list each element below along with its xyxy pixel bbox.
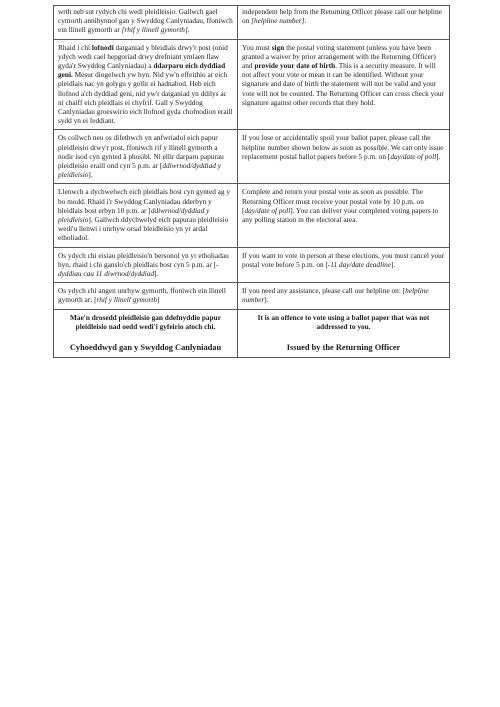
english-cell	[238, 283, 450, 309]
body-text: ].	[154, 269, 159, 279]
welsh-footer-cell	[54, 309, 238, 357]
english-cell	[238, 247, 450, 283]
placeholder-text: ddiwrnod/dyddiad y pleidleisio	[58, 161, 221, 180]
table-row	[54, 130, 450, 184]
table-row	[54, 283, 450, 309]
body-text: Os ydych chi eisiau pleidleisio'n bersonol yn yr etholiadau hyn, rhaid i chi ganslo'ch pleidlais bost cyn 5 p.m. ar [	[58, 250, 229, 269]
body-text: Llenwch a dychwelwch eich pleidlais bost cyn gynted ag y bo modd. Rhaid i'r Swyddog Canlyniadau dderbyn y bleidlais bost erbyn 10 p.m. ar [	[58, 187, 231, 215]
body-text: independent help from the Returning Officer please call our helpline on	[242, 7, 442, 26]
english-footer-cell	[238, 309, 450, 357]
welsh-cell	[54, 6, 238, 40]
body-text: Os collwch neu os difethwch yn anfwriadol eich papur pleidleisio drwy'r post, ffoniwch rif y llinell gymorth a nodir isod cyn gynted â phosibl. Ni ellir darparu papurau pleidleisio eraill ond cyn 5 p.m. ar [	[58, 133, 224, 171]
placeholder-text: day/date of poll	[244, 205, 291, 215]
body-text: datganiad y bleidlais drwy'r post (onid ydych wedi cael hepgoriad drwy drefniant ymlaen llaw gyda'r Swyddog Canlyniadau) a	[58, 42, 228, 71]
placeholder-text: rhif y llinell gymorth	[96, 295, 157, 305]
english-issued-by: Issued by the Returning Officer	[286, 343, 401, 353]
welsh-cell	[54, 247, 238, 283]
welsh-cell	[54, 283, 238, 309]
body-text: ]. Gallwch ddychwelyd eich papurau pleidleisio wedi'u llenwi i unrhyw orsaf bleidleisio yn yr ardal etholiadol.	[58, 215, 229, 243]
body-text: ]. You can deliver your completed voting papers to any polling station in the electoral area.	[242, 205, 439, 225]
table-row	[54, 184, 450, 247]
english-offence-notice: It is an offence to vote using a ballot paper that was not addressed to you.	[257, 312, 430, 331]
body-text: Complete and return your postal vote as soon as possible. The Returning Officer must receive your postal vote by 10 p.m. on [	[242, 187, 424, 215]
placeholder-text: [helpline number]	[251, 16, 305, 26]
welsh-issued-by: Cyhoeddwyd gan y Swyddog Canlyniadau	[69, 343, 222, 353]
placeholder-text: -11 day/date deadline	[327, 259, 392, 269]
bold-text: provide your date of birth	[254, 61, 336, 71]
body-text: the postal voting statement (unless you have been granted a waiver by prior arrangement with the Returning Officer) and	[242, 42, 436, 71]
placeholder-text: helpline number	[242, 286, 429, 305]
english-cell	[238, 184, 450, 247]
table-row	[54, 6, 450, 40]
body-text: .	[304, 16, 307, 26]
placeholder-text: ddiwrnod/dyddiad y pleidleisio	[58, 205, 210, 225]
table-row	[54, 247, 450, 283]
body-text: ].	[436, 151, 441, 161]
body-text: Rhaid i chi	[58, 42, 92, 52]
body-text: . This is a security measure. It will not affect your vote or mean it can be identified. Without your signature and date of birth the statement will not be valid and your vote will not be counted. The Returning Officer can cross check your signature against other records that they hold.	[242, 61, 444, 107]
welsh-cell	[54, 130, 238, 184]
body-text: Mesur diogelwch yw hyn. Nid yw'n effeithio ar eich pleidlais nac yn golygu y gellir ei hadnabod. Heb eich llofnod a'ch dyddiad geni, nid yw'r datganiad yn ddilys ac ni chaiff eich pleidlais ei chyfrif. Gall y Swyddog Canlyniadau groeswirio eich llofnod gyda chofnodion eraill sydd yn ei feddiant.	[58, 70, 233, 126]
placeholder-text: - dyddiau cau 11 diwrnod/dyddiad	[58, 259, 219, 279]
body-text: You must	[242, 42, 272, 52]
footer-row	[54, 309, 450, 357]
placeholder-text: [rhif y llinell gymorth]	[121, 25, 188, 35]
body-text: Os ydych chi angen unrhyw gymorth, ffoniwch ein llinell gymorth ar: [	[58, 286, 226, 305]
body-text: ]	[156, 295, 160, 305]
english-cell	[238, 130, 450, 184]
body-text: ].	[391, 259, 396, 269]
welsh-offence-notice: Mae'n drosedd pleidleisio gan ddefnyddio papur pleidleisio nad oedd wedi'i gyfeirio atoch chi.	[70, 312, 221, 331]
bilingual-notice-table	[53, 5, 450, 358]
body-text: ].	[88, 170, 93, 180]
bold-text: sign	[271, 42, 285, 52]
bold-text: lofnodi	[91, 42, 114, 52]
english-cell	[238, 6, 450, 40]
body-text: If you need any assistance, please call our helpline on: [	[242, 286, 406, 296]
body-text: If you lose or accidentally spoil your ballot paper, please call the helpline number shown below as soon as possible. We can only issue replacement postal ballot papers before 5 p.m. on [	[242, 133, 444, 161]
body-text: wrth neb sut rydych chi wedi pleidleisio. Gallwch gael cymorth annibynnol gan y Swyddog Canlyniadau, ffoniwch ein llinell gymorth ar	[58, 7, 233, 35]
body-text: ].	[264, 295, 269, 305]
welsh-cell	[54, 39, 238, 130]
bold-text: ddarparu eich dyddiad geni.	[58, 61, 226, 80]
welsh-cell	[54, 184, 238, 247]
english-cell	[238, 39, 450, 130]
table-row	[54, 39, 450, 130]
placeholder-text: day/date of poll	[390, 151, 437, 161]
body-text: If you want to vote in person at these elections, you must cancel your postal vote before 5 p.m. on [	[242, 250, 445, 269]
body-text: .	[187, 25, 190, 35]
